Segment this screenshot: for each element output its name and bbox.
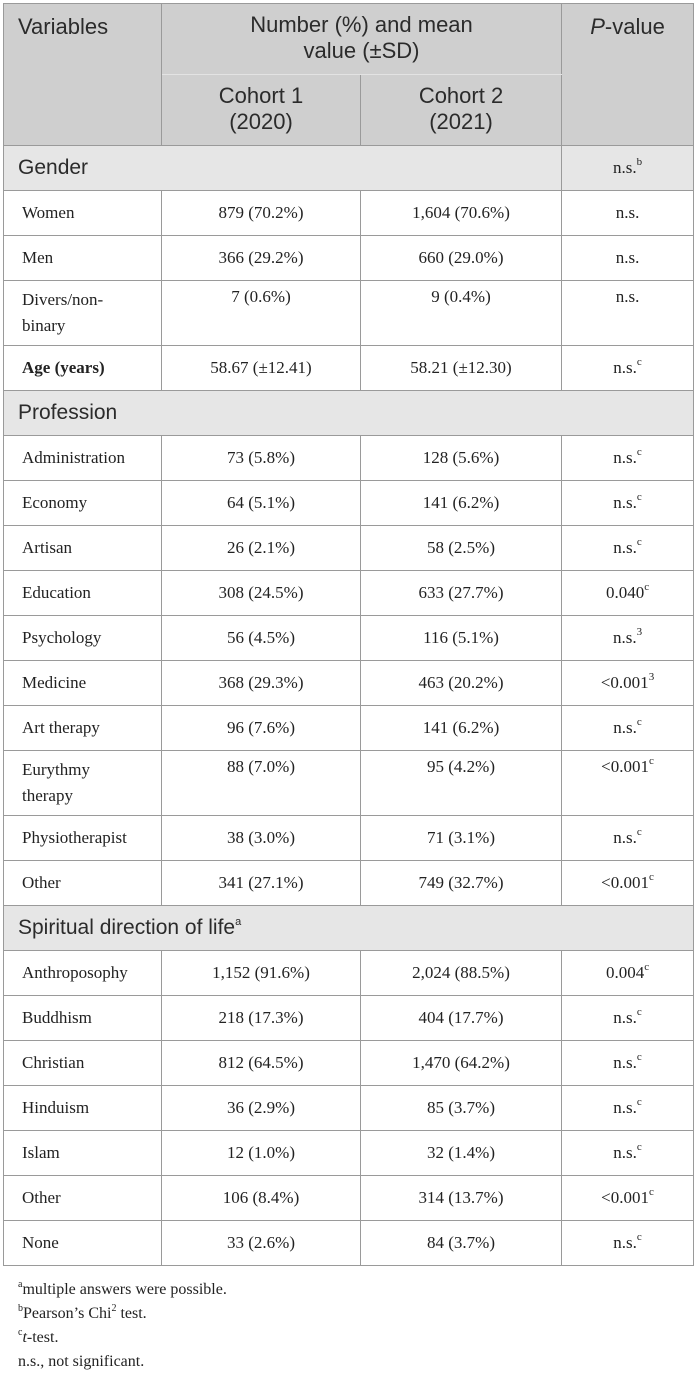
row-label: Men bbox=[4, 236, 162, 281]
p-value: n.s.$^c$ bbox=[562, 1041, 694, 1086]
p-value: <0.001$^c$ bbox=[562, 751, 694, 816]
cohort1-value: 33 (2.6%) bbox=[162, 1221, 361, 1266]
cohort2-value: 9 (0.4%) bbox=[361, 281, 562, 346]
table-row bbox=[4, 951, 694, 996]
p-value: n.s.$^3$ bbox=[562, 616, 694, 661]
table-row bbox=[4, 1086, 694, 1131]
row-label: Other bbox=[4, 861, 162, 906]
cohort1-value: 812 (64.5%) bbox=[162, 1041, 361, 1086]
table-row bbox=[4, 661, 694, 706]
cohort2-value: 58.21 (±12.30) bbox=[361, 346, 562, 391]
cohort2-value: 2,024 (88.5%) bbox=[361, 951, 562, 996]
footnote-ns: n.s., not significant. bbox=[18, 1353, 145, 1370]
row-label: Administration bbox=[4, 436, 162, 481]
table-row bbox=[4, 481, 694, 526]
cohort1-value: 64 (5.1%) bbox=[162, 481, 361, 526]
cohort2-value: 95 (4.2%) bbox=[361, 751, 562, 816]
p-value: n.s.$^c$ bbox=[562, 706, 694, 751]
cohort2-value: 71 (3.1%) bbox=[361, 816, 562, 861]
footnote-a: $^a$multiple answers were possible. bbox=[18, 1278, 227, 1298]
cohort1-value: 368 (29.3%) bbox=[162, 661, 361, 706]
header-number-line2: value (±SD) bbox=[303, 38, 420, 63]
table-row bbox=[4, 526, 694, 571]
row-label: None bbox=[4, 1221, 162, 1266]
header-number-line1: Number (%) and mean bbox=[250, 12, 473, 37]
p-value: n.s.$^c$ bbox=[562, 1086, 694, 1131]
cohort2-value: 463 (20.2%) bbox=[361, 661, 562, 706]
p-value: 0.040$^c$ bbox=[562, 571, 694, 616]
table-row bbox=[4, 996, 694, 1041]
cohort2-value: 116 (5.1%) bbox=[361, 616, 562, 661]
cohort2-value: 314 (13.7%) bbox=[361, 1176, 562, 1221]
cohort1-value: 308 (24.5%) bbox=[162, 571, 361, 616]
header-cohort2-line2: (2021) bbox=[429, 109, 493, 134]
table-row bbox=[4, 816, 694, 861]
p-value: n.s.$^c$ bbox=[562, 1221, 694, 1266]
row-label: Christian bbox=[4, 1041, 162, 1086]
row-label: Medicine bbox=[4, 661, 162, 706]
row-label: Islam bbox=[4, 1131, 162, 1176]
table-row bbox=[4, 751, 694, 816]
row-label: Anthroposophy bbox=[4, 951, 162, 996]
cohort1-value: 88 (7.0%) bbox=[162, 751, 361, 816]
header-cohort-1 bbox=[162, 75, 361, 146]
p-value: n.s.$^c$ bbox=[562, 996, 694, 1041]
row-label: Economy bbox=[4, 481, 162, 526]
cohort2-value: 128 (5.6%) bbox=[361, 436, 562, 481]
header-p-rest: -value bbox=[604, 14, 665, 39]
table-header bbox=[4, 4, 694, 146]
cohort1-value: 36 (2.9%) bbox=[162, 1086, 361, 1131]
cohort1-value: 1,152 (91.6%) bbox=[162, 951, 361, 996]
table-row bbox=[4, 706, 694, 751]
p-value: n.s.$^c$ bbox=[562, 526, 694, 571]
p-value: n.s.$^c$ bbox=[562, 481, 694, 526]
row-label: Age (years) bbox=[4, 346, 162, 391]
table-row bbox=[4, 616, 694, 661]
row-label: Other bbox=[4, 1176, 162, 1221]
row-label: Hinduism bbox=[4, 1086, 162, 1131]
table-row bbox=[4, 436, 694, 481]
cohort1-value: 341 (27.1%) bbox=[162, 861, 361, 906]
cohort1-value: 7 (0.6%) bbox=[162, 281, 361, 346]
cohort1-value: 26 (2.1%) bbox=[162, 526, 361, 571]
table-row bbox=[4, 191, 694, 236]
header-cohort1-line2: (2020) bbox=[229, 109, 293, 134]
table-row bbox=[4, 571, 694, 616]
section-profession bbox=[4, 391, 694, 436]
row-label: Buddhism bbox=[4, 996, 162, 1041]
footnote-b: $^b$Pearson’s Chi$^2$ test. bbox=[18, 1302, 147, 1322]
row-label: Physiotherapist bbox=[4, 816, 162, 861]
cohort2-value: 633 (27.7%) bbox=[361, 571, 562, 616]
cohort2-value: 58 (2.5%) bbox=[361, 526, 562, 571]
row-label: Women bbox=[4, 191, 162, 236]
cohort1-value: 879 (70.2%) bbox=[162, 191, 361, 236]
header-cohort-2 bbox=[361, 75, 562, 146]
cohort1-value: 106 (8.4%) bbox=[162, 1176, 361, 1221]
header-number-mean bbox=[162, 4, 562, 75]
p-value: $<0.001^3$ bbox=[562, 661, 694, 706]
cohort1-value: 96 (7.6%) bbox=[162, 706, 361, 751]
table-row bbox=[4, 1041, 694, 1086]
cohort2-value: 404 (17.7%) bbox=[361, 996, 562, 1041]
cohort2-value: 1,470 (64.2%) bbox=[361, 1041, 562, 1086]
row-label: Eurythmy therapy bbox=[4, 751, 162, 816]
p-value: <0.001$^c$ bbox=[562, 861, 694, 906]
footnotes bbox=[18, 1278, 688, 1374]
section-title: Gender bbox=[4, 146, 562, 191]
p-value: n.s.$^c$ bbox=[562, 1131, 694, 1176]
header-p-italic: P bbox=[590, 14, 605, 39]
cohort2-value: 1,604 (70.6%) bbox=[361, 191, 562, 236]
table-row bbox=[4, 861, 694, 906]
row-label: Divers/non- binary bbox=[4, 281, 162, 346]
cohort2-value: 749 (32.7%) bbox=[361, 861, 562, 906]
row-label: Education bbox=[4, 571, 162, 616]
section-spiritual-direction bbox=[4, 906, 694, 951]
p-value: 0.004$^c$ bbox=[562, 951, 694, 996]
cohort1-value: 58.67 (±12.41) bbox=[162, 346, 361, 391]
row-label: Art therapy bbox=[4, 706, 162, 751]
table-row bbox=[4, 346, 694, 391]
p-value: n.s. bbox=[562, 191, 694, 236]
p-value: <0.001$^c$ bbox=[562, 1176, 694, 1221]
cohort1-value: 366 (29.2%) bbox=[162, 236, 361, 281]
row-label: Psychology bbox=[4, 616, 162, 661]
cohort2-value: 660 (29.0%) bbox=[361, 236, 562, 281]
cohort2-value: 141 (6.2%) bbox=[361, 706, 562, 751]
header-cohort2-line1: Cohort 2 bbox=[418, 83, 504, 108]
footnote-c: $^c$t-test. bbox=[18, 1326, 59, 1346]
table-row bbox=[4, 281, 694, 346]
cohort1-value: 38 (3.0%) bbox=[162, 816, 361, 861]
p-value: n.s. bbox=[562, 236, 694, 281]
p-value: n.s.$^c$ bbox=[562, 346, 694, 391]
cohort2-value: 84 (3.7%) bbox=[361, 1221, 562, 1266]
cohort1-value: 73 (5.8%) bbox=[162, 436, 361, 481]
cohort1-value: 218 (17.3%) bbox=[162, 996, 361, 1041]
cohort2-value: 85 (3.7%) bbox=[361, 1086, 562, 1131]
table-row bbox=[4, 236, 694, 281]
section-gender bbox=[4, 146, 694, 191]
p-value: n.s. bbox=[562, 281, 694, 346]
section-p-value: n.s.$^b$ bbox=[562, 146, 694, 191]
section-title: Profession bbox=[4, 391, 694, 436]
header-p-value bbox=[562, 4, 694, 146]
p-value: n.s.$^c$ bbox=[562, 436, 694, 481]
header-variables: Variables bbox=[4, 4, 162, 146]
p-value: n.s.$^c$ bbox=[562, 816, 694, 861]
table-row bbox=[4, 1221, 694, 1266]
cohort1-value: 56 (4.5%) bbox=[162, 616, 361, 661]
section-title: Spiritual direction of life$^a$ bbox=[4, 906, 694, 951]
demographics-table bbox=[3, 3, 694, 1266]
cohort2-value: 32 (1.4%) bbox=[361, 1131, 562, 1176]
table-row bbox=[4, 1131, 694, 1176]
cohort1-value: 12 (1.0%) bbox=[162, 1131, 361, 1176]
table-row bbox=[4, 1176, 694, 1221]
row-label: Artisan bbox=[4, 526, 162, 571]
header-cohort1-line1: Cohort 1 bbox=[218, 83, 304, 108]
cohort2-value: 141 (6.2%) bbox=[361, 481, 562, 526]
